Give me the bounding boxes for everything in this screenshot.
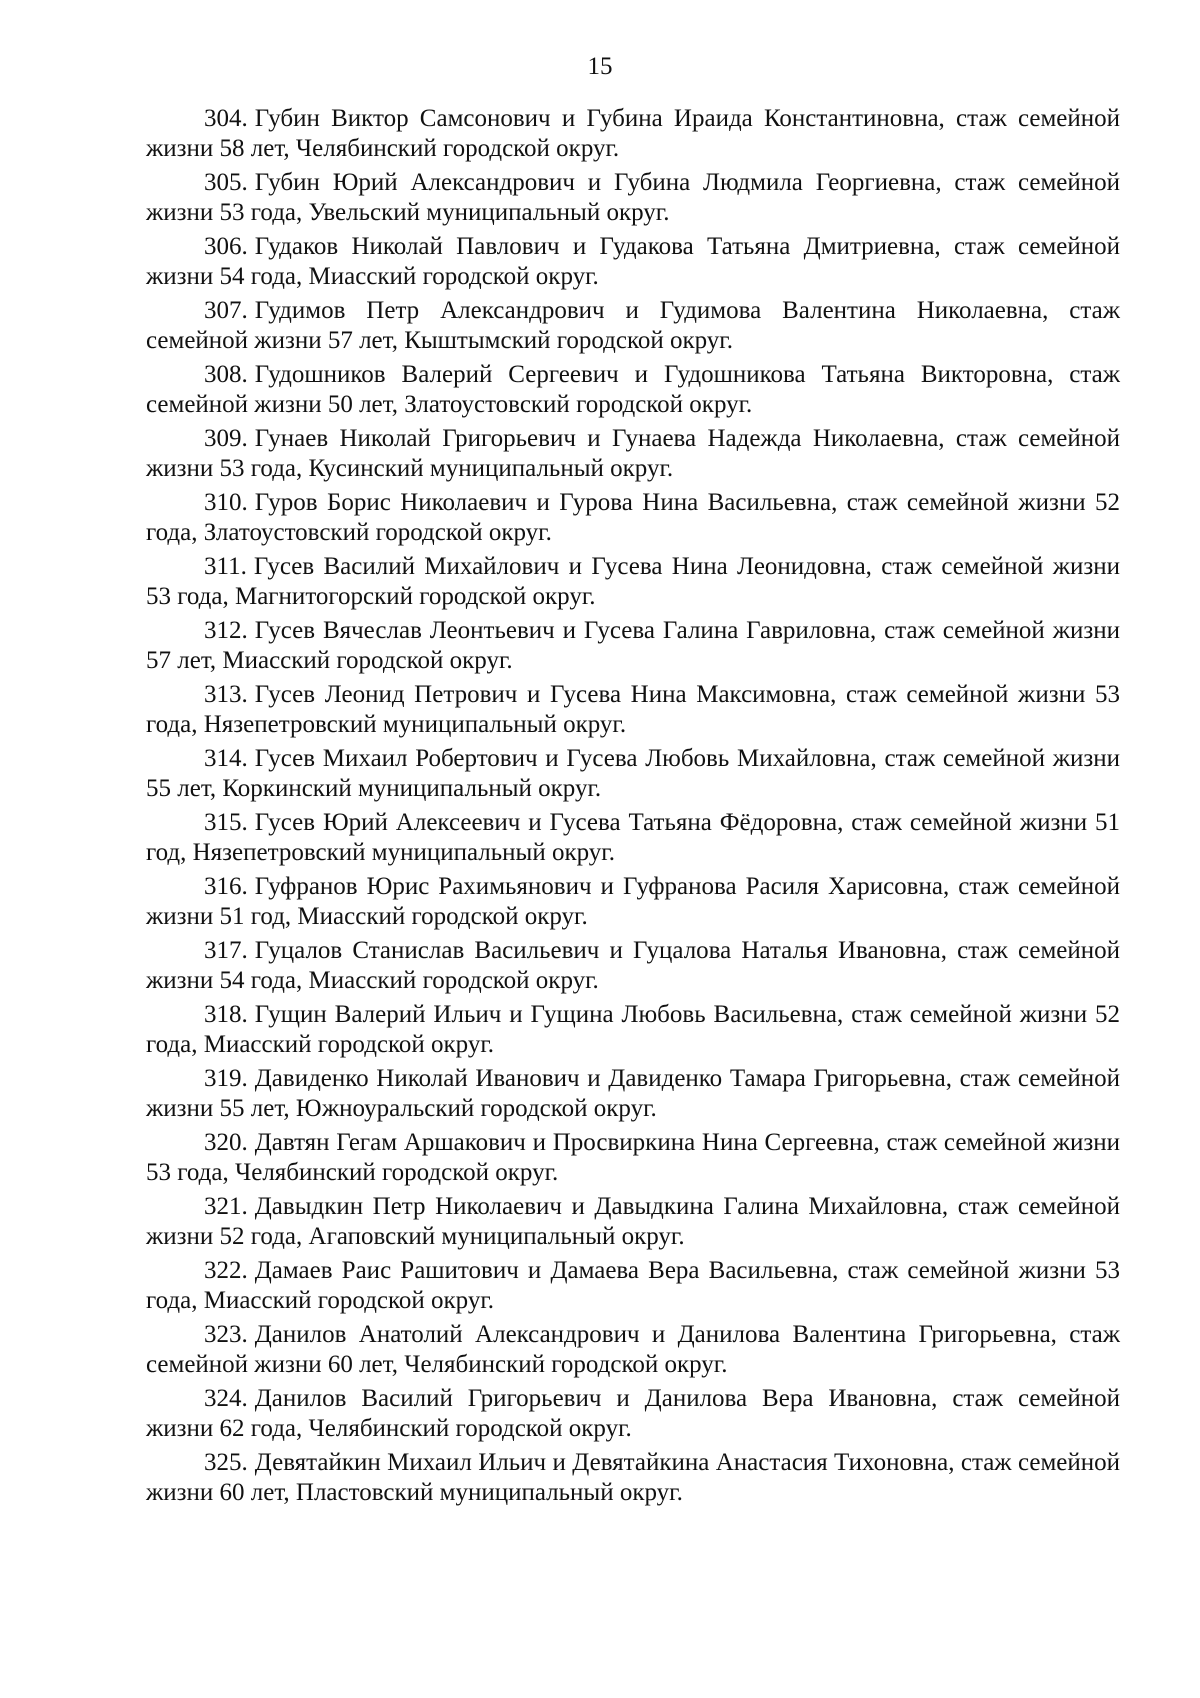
entry-number: 305. — [204, 169, 248, 196]
entry-text: Гудошников Валерий Сергеевич и Гудошникова Татьяна Викторовна, стаж семейной жизни 50 лет, Златоустовский городской округ. — [146, 361, 1120, 418]
entry-number: 315. — [204, 809, 248, 836]
entry-text: Губин Юрий Александрович и Губина Людмила Георгиевна, стаж семейной жизни 53 года, Увельский муниципальный округ. — [146, 169, 1120, 226]
entry-text: Гусев Леонид Петрович и Гусева Нина Максимовна, стаж семейной жизни 53 года, Нязепетровский муниципальный округ. — [146, 681, 1120, 738]
list-item — [146, 168, 1120, 228]
entry-number: 317. — [204, 937, 248, 964]
entry-text: Гудимов Петр Александрович и Гудимова Валентина Николаевна, стаж семейной жизни 57 лет, Кыштымский городской округ. — [146, 297, 1120, 354]
entry-text: Гусев Василий Михайлович и Гусева Нина Леонидовна, стаж семейной жизни 53 года, Магнитогорский городской округ. — [146, 553, 1120, 610]
entry-number: 307. — [204, 297, 248, 324]
entry-text: Гуфранов Юрис Рахимьянович и Гуфранова Расиля Харисовна, стаж семейной жизни 51 год, Миасский городской округ. — [146, 873, 1120, 930]
entry-number: 312. — [204, 617, 248, 644]
entry-number: 314. — [204, 745, 248, 772]
entry-number: 319. — [204, 1065, 248, 1092]
entry-text: Гусев Юрий Алексеевич и Гусева Татьяна Фёдоровна, стаж семейной жизни 51 год, Нязепетровский муниципальный округ. — [146, 809, 1120, 866]
entry-text: Дамаев Раис Рашитович и Дамаева Вера Васильевна, стаж семейной жизни 53 года, Миасский городской округ. — [146, 1257, 1120, 1314]
entry-text: Гунаев Николай Григорьевич и Гунаева Надежда Николаевна, стаж семейной жизни 53 года, Кусинский муниципальный округ. — [146, 425, 1120, 482]
entry-number: 308. — [204, 361, 248, 388]
entry-text: Гусев Вячеслав Леонтьевич и Гусева Галина Гавриловна, стаж семейной жизни 57 лет, Миасский городской округ. — [146, 617, 1120, 674]
list-item — [146, 616, 1120, 676]
list-item — [146, 936, 1120, 996]
entry-number: 313. — [204, 681, 248, 708]
entry-number: 311. — [204, 553, 247, 580]
list-item — [146, 424, 1120, 484]
entry-list — [146, 104, 1120, 1512]
entry-text: Девятайкин Михаил Ильич и Девятайкина Анастасия Тихоновна, стаж семейной жизни 60 лет, Пластовский муниципальный округ. — [146, 1449, 1120, 1506]
entry-text: Гудаков Николай Павлович и Гудакова Татьяна Дмитриевна, стаж семейной жизни 54 года, Миасский городской округ. — [146, 233, 1120, 290]
list-item — [146, 744, 1120, 804]
entry-text: Гусев Михаил Робертович и Гусева Любовь Михайловна, стаж семейной жизни 55 лет, Коркинский муниципальный округ. — [146, 745, 1120, 802]
list-item — [146, 1192, 1120, 1252]
list-item — [146, 1384, 1120, 1444]
page-number: 15 — [587, 53, 613, 80]
entry-number: 306. — [204, 233, 248, 260]
entry-text: Давыдкин Петр Николаевич и Давыдкина Галина Михайловна, стаж семейной жизни 52 года, Агаповский муниципальный округ. — [146, 1193, 1120, 1250]
list-item — [146, 1064, 1120, 1124]
list-item — [146, 1128, 1120, 1188]
list-item — [146, 296, 1120, 356]
entry-number: 309. — [204, 425, 248, 452]
list-item — [146, 232, 1120, 292]
entry-number: 318. — [204, 1001, 248, 1028]
entry-text: Гуров Борис Николаевич и Гурова Нина Васильевна, стаж семейной жизни 52 года, Златоустовский городской округ. — [146, 489, 1120, 546]
list-item — [146, 680, 1120, 740]
entry-number: 323. — [204, 1321, 248, 1348]
entry-number: 325. — [204, 1449, 248, 1476]
list-item — [146, 104, 1120, 164]
list-item — [146, 488, 1120, 548]
entry-number: 320. — [204, 1129, 248, 1156]
entry-text: Давтян Гегам Аршакович и Просвиркина Нина Сергеевна, стаж семейной жизни 53 года, Челябинский городской округ. — [146, 1129, 1120, 1186]
list-item — [146, 808, 1120, 868]
entry-number: 310. — [204, 489, 248, 516]
list-item — [146, 1256, 1120, 1316]
entry-text: Гущин Валерий Ильич и Гущина Любовь Васильевна, стаж семейной жизни 52 года, Миасский городской округ. — [146, 1001, 1120, 1058]
list-item — [146, 1000, 1120, 1060]
entry-text: Данилов Анатолий Александрович и Данилова Валентина Григорьевна, стаж семейной жизни 60 лет, Челябинский городской округ. — [146, 1321, 1120, 1378]
entry-text: Давиденко Николай Иванович и Давиденко Тамара Григорьевна, стаж семейной жизни 55 лет, Южноуральский городской округ. — [146, 1065, 1120, 1122]
entry-text: Гуцалов Станислав Васильевич и Гуцалова Наталья Ивановна, стаж семейной жизни 54 года, Миасский городской округ. — [146, 937, 1120, 994]
entry-number: 321. — [204, 1193, 248, 1220]
entry-number: 324. — [204, 1385, 248, 1412]
list-item — [146, 872, 1120, 932]
list-item — [146, 360, 1120, 420]
entry-number: 316. — [204, 873, 248, 900]
entry-number: 304. — [204, 105, 248, 132]
list-item — [146, 1448, 1120, 1508]
entry-text: Губин Виктор Самсонович и Губина Ираида Константиновна, стаж семейной жизни 58 лет, Челябинский городской округ. — [146, 105, 1120, 162]
entry-number: 322. — [204, 1257, 248, 1284]
entry-text: Данилов Василий Григорьевич и Данилова Вера Ивановна, стаж семейной жизни 62 года, Челябинский городской округ. — [146, 1385, 1120, 1442]
list-item — [146, 1320, 1120, 1380]
list-item — [146, 552, 1120, 612]
